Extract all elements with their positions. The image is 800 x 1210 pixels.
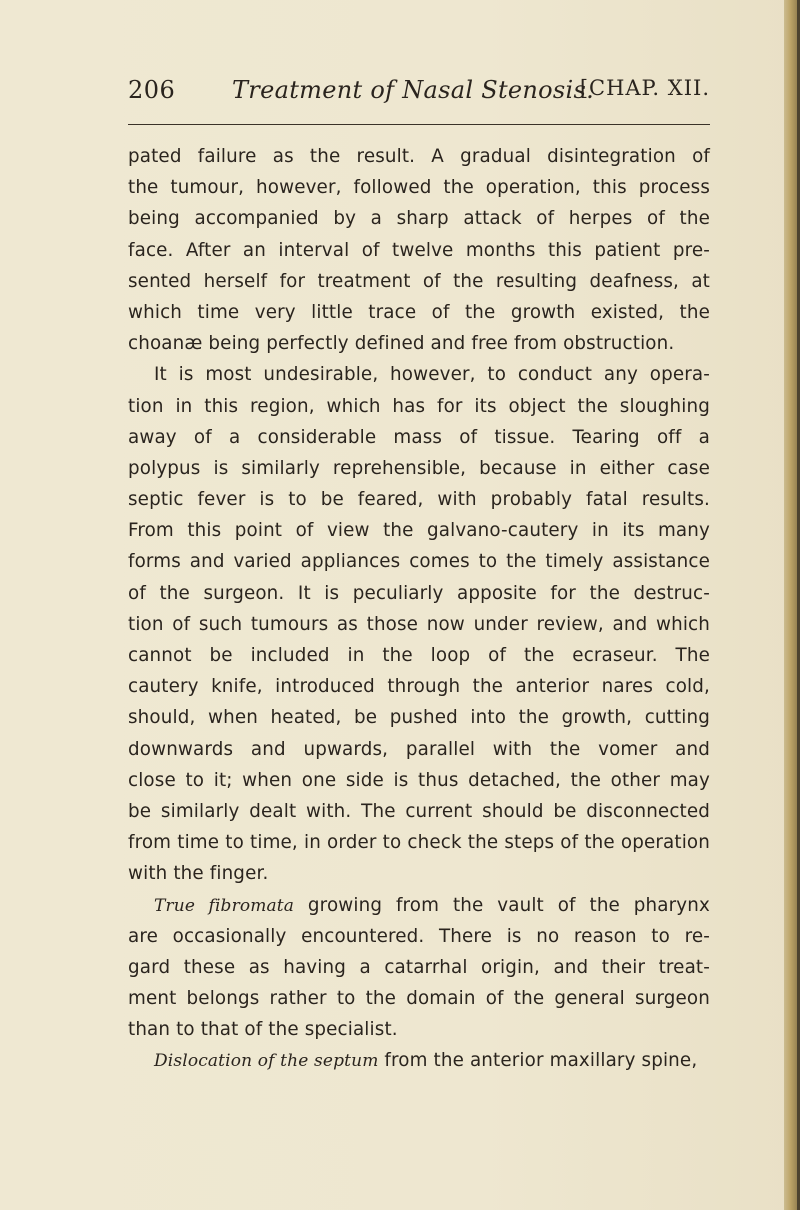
text-line: It is most undesirable, however, to conduct any opera-	[154, 364, 710, 386]
page-edge-shadow	[784, 0, 800, 1210]
body-text	[128, 141, 710, 1077]
text-line: face. After an interval of twelve months this patient pre-	[128, 239, 710, 261]
text-line: tion in this region, which has for its object the sloughing	[128, 395, 710, 417]
chapter-label: [CHAP. XII.	[579, 76, 710, 100]
text-run: from the anterior maxillary spine,	[378, 1050, 698, 1072]
text-line: forms and varied appliances comes to the timely assistance	[128, 551, 710, 573]
text-line: are occasionally encountered. There is no reason to re-	[128, 925, 710, 947]
page-number: 206	[128, 76, 176, 104]
text-line: close to it; when one side is thus detached, the other may	[128, 769, 710, 791]
running-header	[128, 76, 710, 116]
text-line: which time very little trace of the growth existed, the	[128, 301, 710, 323]
text-line: gard these as having a catarrhal origin, and their treat-	[128, 956, 710, 978]
text-line: cautery knife, introduced through the anterior nares cold,	[128, 676, 710, 698]
text-line: From this point of view the galvano-cautery in its many	[128, 520, 710, 542]
italic-term: True fibromata	[154, 895, 295, 916]
text-line	[128, 890, 710, 921]
text-line	[128, 1045, 710, 1076]
text-line: be similarly dealt with. The current should be disconnected	[128, 800, 710, 822]
text-line: from time to time, in order to check the steps of the operation	[128, 832, 710, 854]
text-line: polypus is similarly reprehensible, because in either case	[128, 457, 710, 479]
text-line: of the surgeon. It is peculiarly apposite for the destruc-	[128, 582, 710, 604]
text-line: tion of such tumours as those now under review, and which	[128, 613, 710, 635]
header-rule	[128, 124, 710, 125]
running-title: Treatment of Nasal Stenosis.	[232, 76, 595, 104]
text-run: growing from the vault of the pharynx	[294, 894, 710, 916]
text-line: should, when heated, be pushed into the growth, cutting	[128, 707, 710, 729]
text-line: sented herself for treatment of the resulting deafness, at	[128, 270, 710, 292]
text-line: the tumour, however, followed the operation, this process	[128, 177, 710, 199]
text-line: away of a considerable mass of tissue. Tearing off a	[128, 426, 710, 448]
text-line: choanæ being perfectly defined and free from obstruction.	[128, 333, 675, 355]
text-line: downwards and upwards, parallel with the vomer and	[128, 738, 710, 760]
text-line: than to that of the specialist.	[128, 1019, 398, 1041]
text-line: cannot be included in the loop of the ecraseur. The	[128, 645, 710, 666]
text-line: ment belongs rather to the domain of the general surgeon	[128, 988, 710, 1010]
text-line: being accompanied by a sharp attack of herpes of the	[128, 208, 710, 230]
text-line: with the finger.	[128, 863, 269, 885]
italic-term: Dislocation of the septum	[154, 1051, 379, 1072]
text-line: pated failure as the result. A gradual disintegration of	[128, 146, 710, 167]
text-line: septic fever is to be feared, with probably fatal results.	[128, 489, 710, 511]
